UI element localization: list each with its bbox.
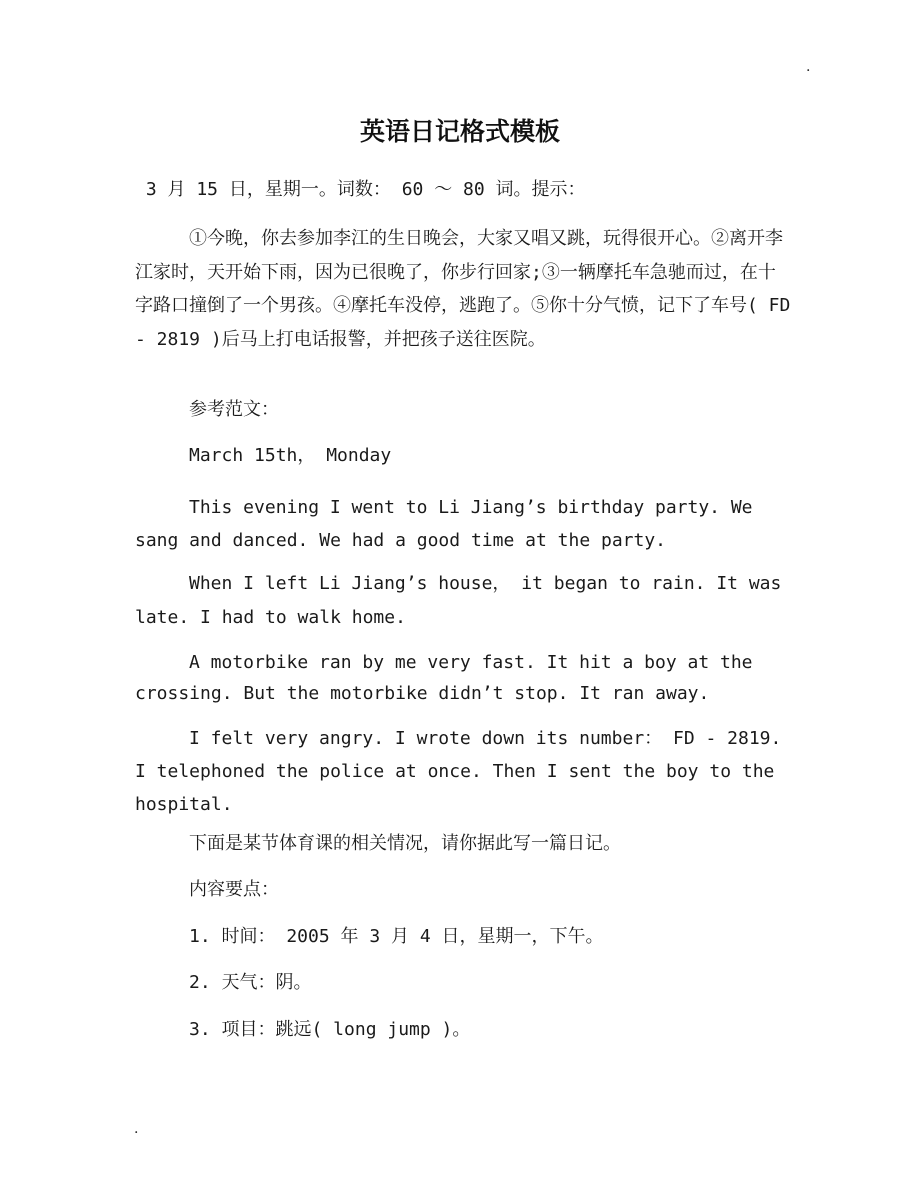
task-intro: 下面是某节体育课的相关情况，请你据此写一篇日记。 — [189, 833, 621, 854]
sample-date: March 15th， Monday — [189, 445, 392, 466]
sample-paragraph-2: When I left Li Jiang’s house， it began to rain. It was late. I had to walk home. — [135, 573, 782, 628]
point-3: 3. 项目：跳远( long jump )。 — [189, 1019, 471, 1040]
sample-paragraph-1: This evening I went to Li Jiang’s birthday party. We sang and danced. We had a good time at the party. — [135, 497, 753, 551]
point-1: 1. 时间： 2005 年 3 月 4 日，星期一，下午。 — [189, 926, 604, 947]
prompt-paragraph: ①今晚，你去参加李江的生日晚会，大家又唱又跳，玩得很开心。②离开李江家时，天开始下雨，因为已很晚了，你步行回家;③一辆摩托车急驰而过，在十字路口撞倒了一个男孩。④摩托车没停，逃跑了。⑤你十分气愤，记下了车号( FD - 2819 )后马上打电话报警，并把孩子送往医院。 — [135, 228, 791, 350]
bottom-mark: . — [134, 1121, 139, 1137]
point-2: 2. 天气：阴。 — [189, 972, 312, 993]
date-line: 3 月 15 日，星期一。词数： 60 ～ 80 词。提示： — [135, 179, 586, 200]
sample-paragraph-4: I felt very angry. I wrote down its number： FD - 2819. I telephoned the police at once. Then I sent the boy to the hospital. — [135, 728, 782, 815]
points-label: 内容要点： — [189, 879, 279, 900]
sample-paragraph-3: A motorbike ran by me very fast. It hit a boy at the crossing. But the motorbike didn’t stop. It ran away. — [135, 652, 753, 704]
sample-label: 参考范文： — [189, 399, 279, 420]
top-mark: . — [806, 59, 811, 75]
page-title: 英语日记格式模板 — [359, 117, 560, 146]
